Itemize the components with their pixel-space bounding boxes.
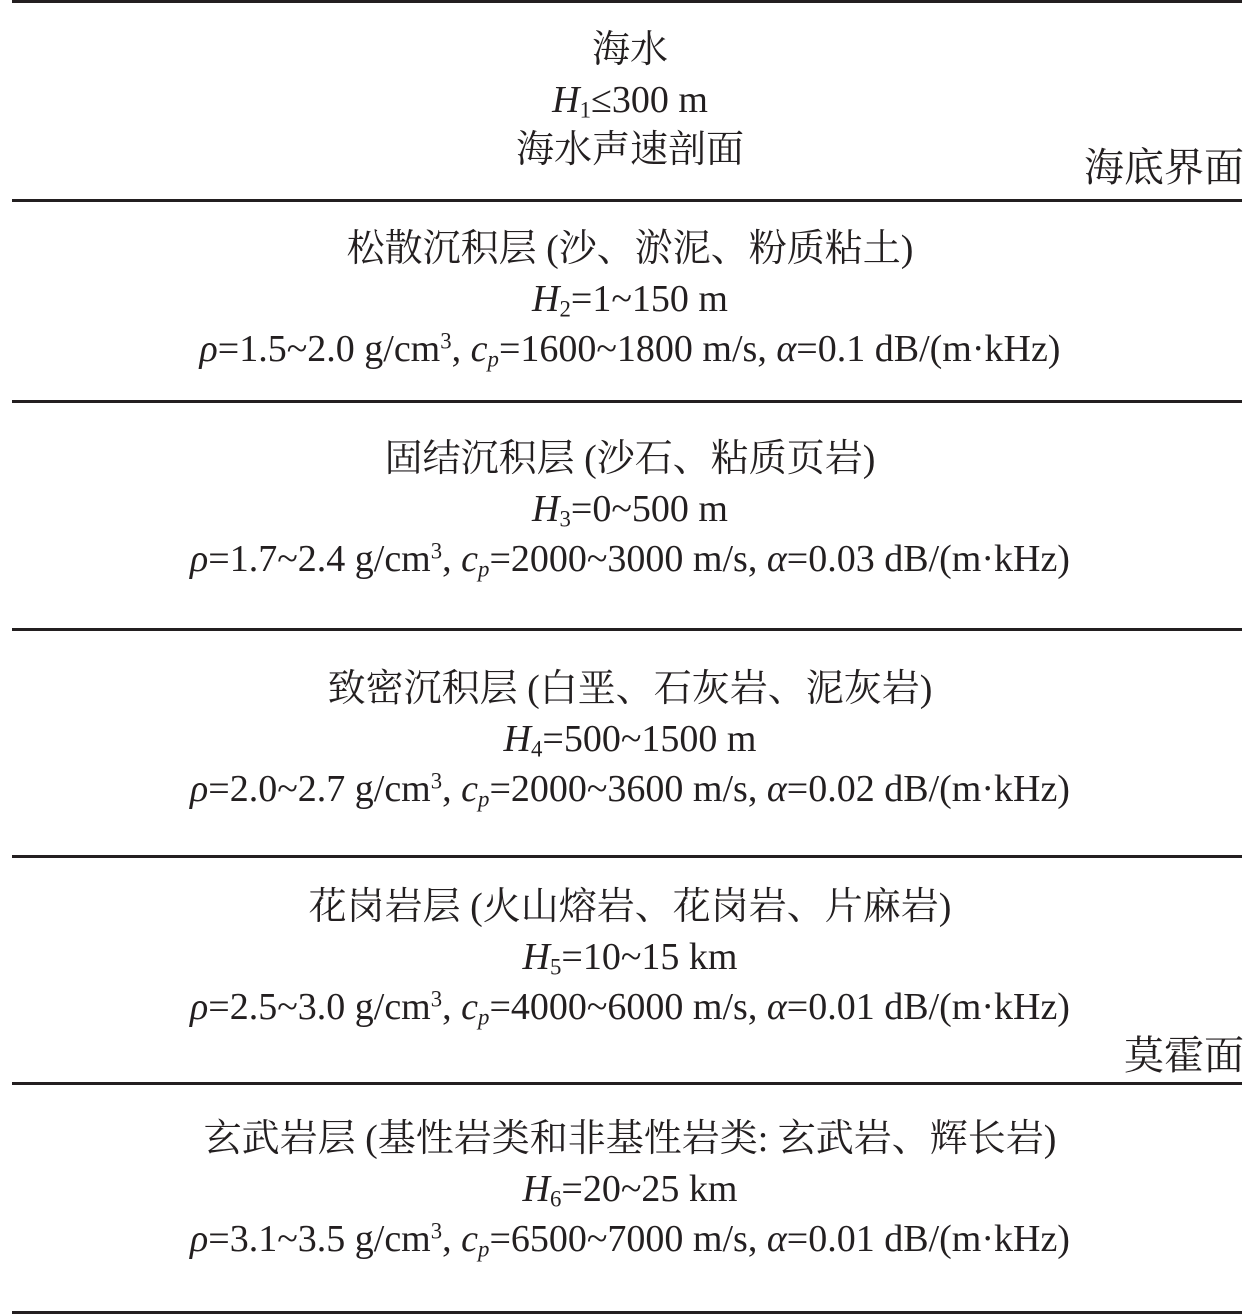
layer-boundary-line (12, 400, 1242, 403)
layer-loose-sediment (0, 224, 1260, 374)
layer-parameters: ρ=3.1~3.5 $g/cm^3$, $c_p=6500\sim 7000$ m/s, α=0.01 dB/(m·kHz) (190, 1218, 1070, 1262)
layer-boundary-line (12, 628, 1242, 631)
layer-dense-sediment (0, 664, 1260, 814)
layer-title: 松散沉积层 (沙、淤泥、粉质粘土) (346, 228, 914, 270)
top-boundary-line (12, 0, 1242, 3)
seabed-interface-label: 海底界面 (1084, 145, 1244, 190)
layer-parameters: ρ=2.0~2.7 $g/cm^3$, $c_p=2000\sim 3600$ m/s, α=0.02 dB/(m·kHz) (190, 768, 1070, 812)
layer-consolidated-sediment (0, 434, 1260, 584)
layer-boundary-line (12, 855, 1242, 858)
layer-thickness: $H_2=1\sim 150$ m (532, 278, 728, 322)
layer-title: 固结沉积层 (沙石、粘质页岩) (384, 438, 876, 480)
seawater-sound-speed-profile: 海水声速剖面 (515, 129, 744, 171)
layer-title: 致密沉积层 (白垩、石灰岩、泥灰岩) (327, 668, 933, 710)
layer-thickness: $H_4=500\sim 1500$ m (503, 718, 757, 762)
seawater-title: 海水 (591, 29, 668, 71)
layer-parameters: ρ=2.5~3.0 $g/cm^3$, $c_p=4000\sim 6000$ m/s, α=0.01 dB/(m·kHz) (190, 986, 1070, 1030)
seawater-block (0, 25, 1260, 175)
layer-basalt (0, 1114, 1260, 1264)
layer-thickness: $H_5=10\sim 15$ km (522, 936, 738, 980)
layer-parameters: ρ=1.5~2.0 $g/cm^3$, $c_p=1600\sim 1800$ m/s, α=0.1 dB/(m·kHz) (199, 328, 1061, 372)
moho-interface-label: 莫霍面 (1124, 1033, 1244, 1078)
layer-parameters: ρ=1.7~2.4 $g/cm^3$, $c_p=2000\sim 3000$ m/s, α=0.03 dB/(m·kHz) (190, 538, 1070, 582)
seawater-depth: $H_1\le 300$ m (552, 79, 708, 123)
layer-thickness: $H_6=20\sim 25$ km (522, 1168, 738, 1212)
seabed-boundary-line (12, 199, 1242, 202)
layer-thickness: $H_3=0\sim 500$ m (532, 488, 728, 532)
layer-title: 花岗岩层 (火山熔岩、花岗岩、片麻岩) (308, 886, 952, 928)
layer-title: 玄武岩层 (基性岩类和非基性岩类: 玄武岩、辉长岩) (203, 1118, 1057, 1160)
bottom-boundary-line (12, 1311, 1242, 1314)
moho-boundary-line (12, 1082, 1242, 1085)
layer-granite (0, 882, 1260, 1032)
